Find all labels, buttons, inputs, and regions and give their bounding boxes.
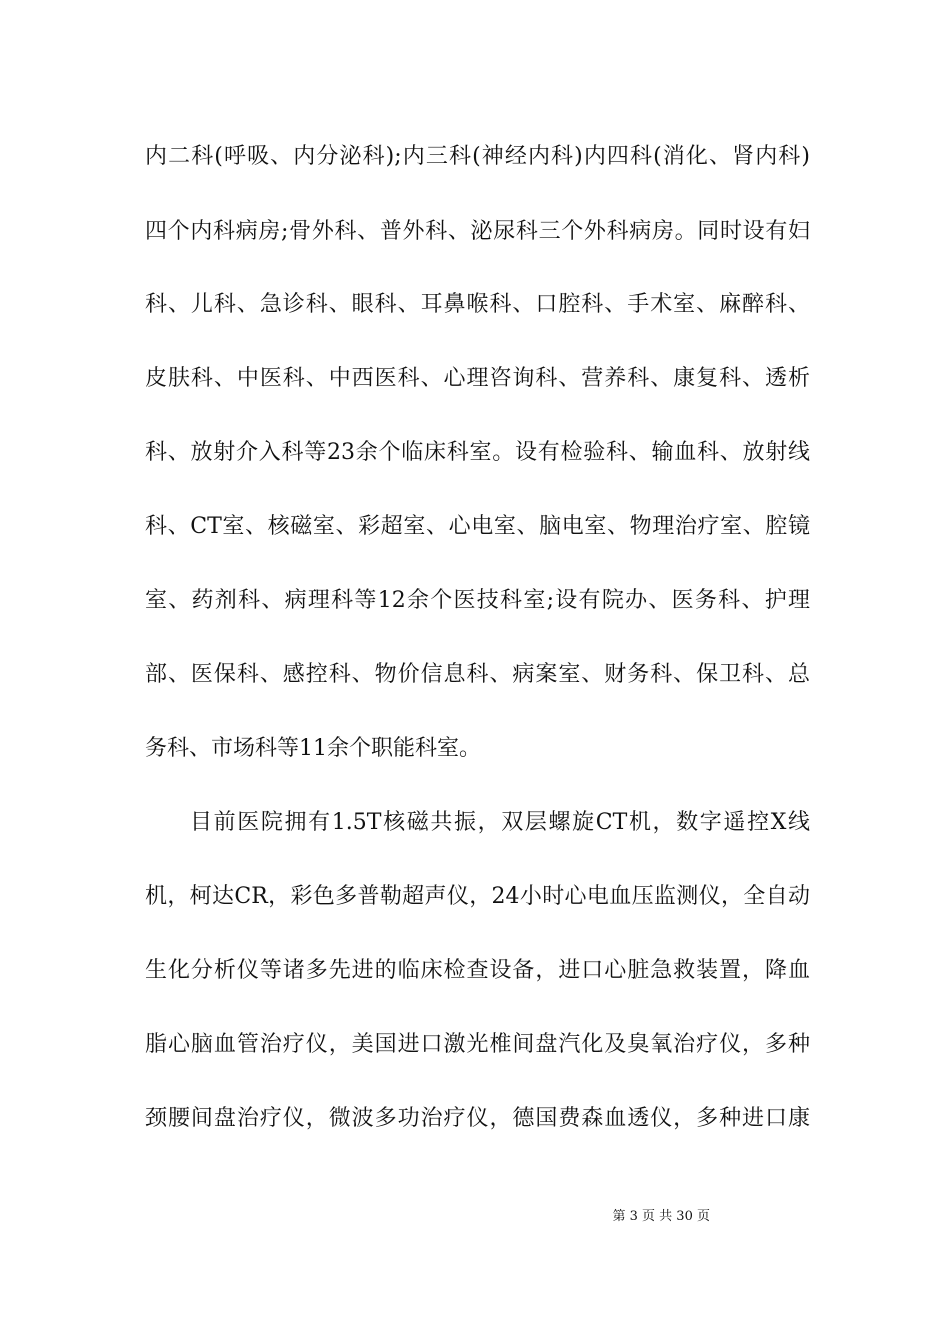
text-line: 科、儿科、急诊科、眼科、耳鼻喉科、口腔科、手术室、麻醉科、: [145, 292, 810, 317]
page-number: 第 3 页 共 30 页: [612, 1209, 710, 1224]
text-line: 内二科(呼吸、内分泌科);内三科(神经内科)内四科(消化、肾内科): [145, 144, 810, 169]
text-line: 科、CT室、核磁室、彩超室、心电室、脑电室、物理治疗室、腔镜: [145, 514, 810, 539]
text-line: 机，柯达CR，彩色多普勒超声仪，24小时心电血压监测仪，全自动: [145, 884, 810, 909]
text-line: 部、医保科、感控科、物价信息科、病案室、财务科、保卫科、总: [145, 662, 810, 687]
page-footer: [0, 1208, 950, 1226]
text-line: 皮肤科、中医科、中西医科、心理咨询科、营养科、康复科、透析: [145, 366, 810, 391]
text-line: 脂心脑血管治疗仪，美国进口激光椎间盘汽化及臭氧治疗仪，多种: [145, 1032, 810, 1057]
text-line: 四个内科病房;骨外科、普外科、泌尿科三个外科病房。同时设有妇: [145, 219, 810, 244]
text-line: 目前医院拥有1.5T核磁共振，双层螺旋CT机，数字遥控X线: [190, 810, 810, 835]
text-line: 室、药剂科、病理科等12余个医技科室;设有院办、医务科、护理: [145, 588, 810, 613]
text-line: 务科、市场科等11余个职能科室。: [145, 736, 481, 761]
text-line: 颈腰间盘治疗仪，微波多功治疗仪，德国费森血透仪，多种进口康: [145, 1106, 810, 1131]
text-line: 生化分析仪等诸多先进的临床检查设备，进口心脏急救装置，降血: [145, 958, 810, 983]
text-line: 科、放射介入科等23余个临床科室。设有检验科、输血科、放射线: [145, 440, 810, 465]
